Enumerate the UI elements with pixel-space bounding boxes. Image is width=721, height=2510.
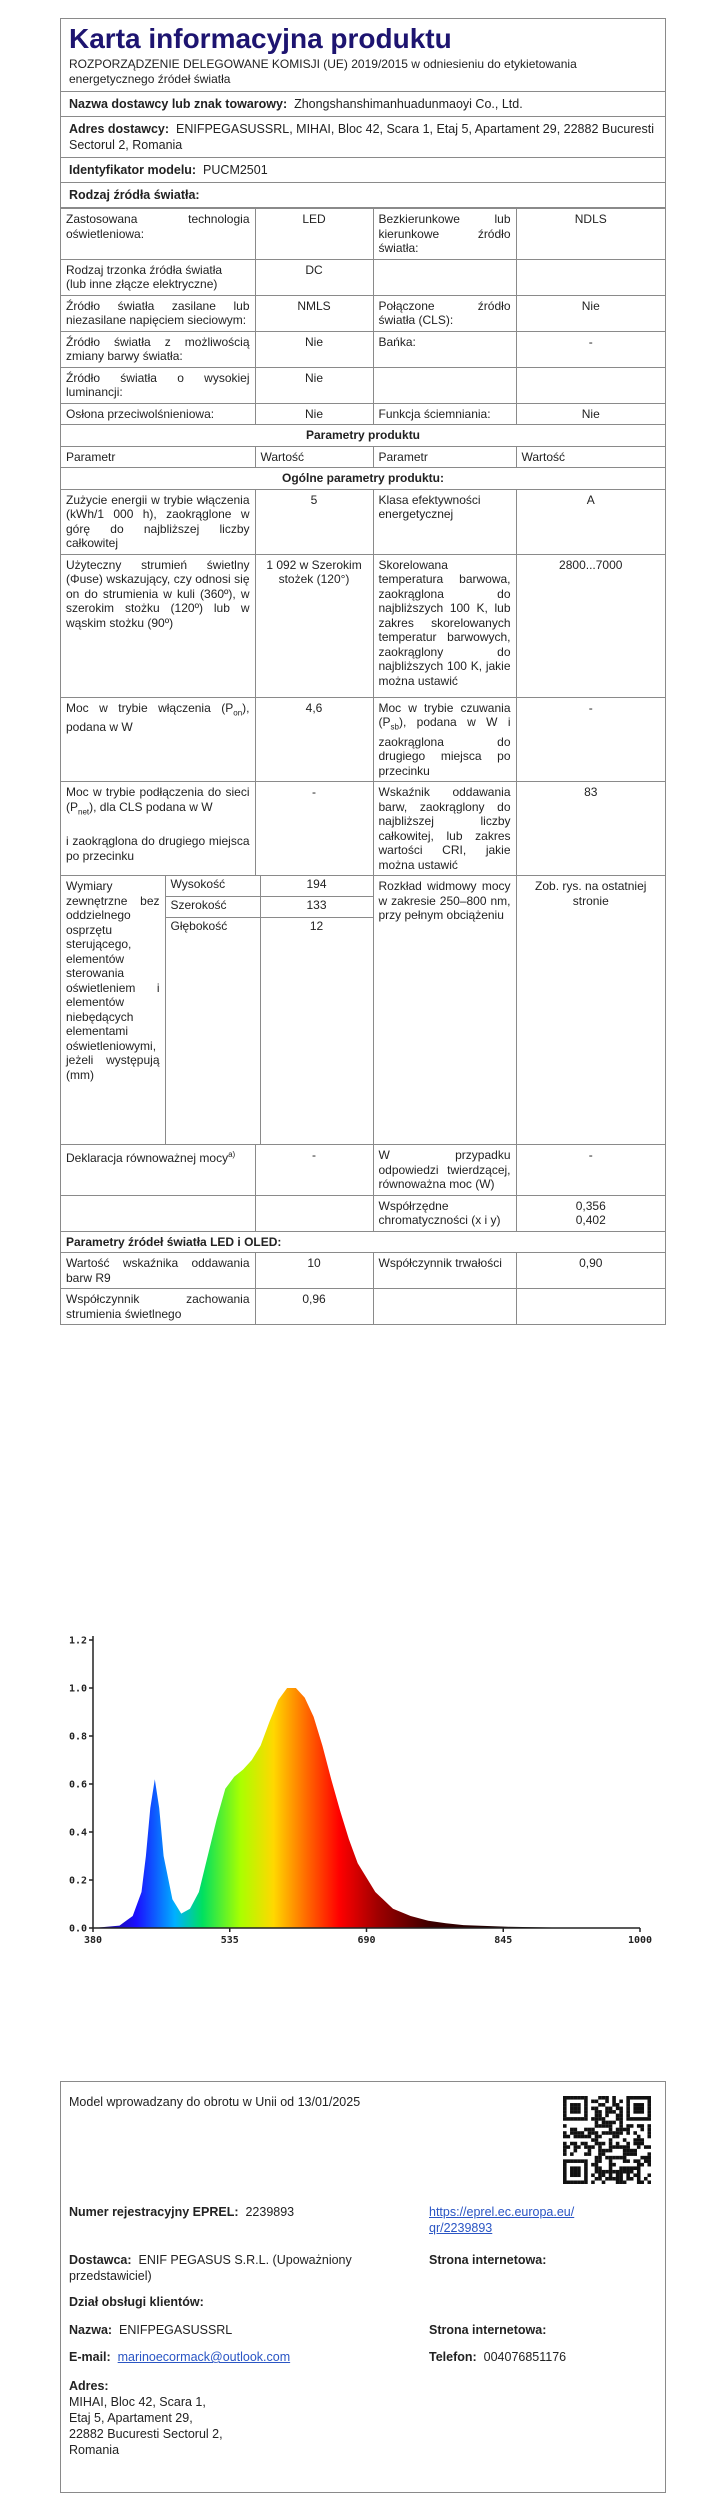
y-tick-label: 0.6 bbox=[68, 1779, 87, 1791]
address-line: MIHAI, Bloc 42, Scara 1, bbox=[69, 2395, 206, 2409]
table-row bbox=[61, 489, 665, 554]
address-value: ENIFPEGASUSSRL, MIHAI, Bloc 42, Scara 1, Etaj 5, Apartament 29, 22882 Bucuresti Sectorul 2, Romania bbox=[69, 122, 654, 152]
dimensions-cell bbox=[61, 876, 373, 1145]
table-row bbox=[61, 403, 665, 425]
standby-power-value: - bbox=[516, 697, 665, 782]
cap-label bbox=[61, 259, 255, 295]
technology-label: Zastosowana technologia oświetleniowa: bbox=[61, 209, 255, 260]
x-tick-label: 535 bbox=[220, 1935, 239, 1946]
standby-power-label: Moc w trybie czuwania $(P_{sb})$, podana w W i zaokrąglona do drugiego miejsca po przecinku bbox=[373, 697, 516, 782]
parameters-table bbox=[61, 208, 665, 1324]
r9-label: Wartość wskaźnika oddawania barw R9 bbox=[61, 1253, 255, 1289]
table-row bbox=[61, 1253, 665, 1289]
energy-value: 5 bbox=[255, 489, 373, 554]
source-type-heading bbox=[61, 183, 665, 208]
address-line: Romania bbox=[69, 2443, 120, 2457]
table-row bbox=[61, 1145, 665, 1196]
customer-phone: Telefon: 004076851176 bbox=[429, 2350, 567, 2364]
y-tick-label: 0.2 bbox=[68, 1875, 87, 1887]
supplier-row bbox=[61, 92, 665, 117]
chromaticity-y: 0,402 bbox=[575, 1213, 606, 1228]
envelope-value: - bbox=[516, 331, 665, 367]
column-header-parameter: Parametr bbox=[373, 446, 516, 468]
connected-label: Połączone źródło światła (CLS): bbox=[373, 295, 516, 331]
table-row bbox=[61, 1289, 665, 1325]
y-tick-label: 0.4 bbox=[68, 1827, 87, 1839]
envelope-label: Bańka: bbox=[373, 331, 516, 367]
footer-supplier: Dostawca: ENIF PEGASUS S.R.L. (Upoważniony przedstawiciel) bbox=[69, 2253, 352, 2283]
table-row bbox=[61, 468, 665, 490]
table-header-row bbox=[61, 446, 665, 468]
spectrum-area bbox=[93, 1688, 640, 1928]
lumen-maintenance-label: Współczynnik zachowania strumienia świetlnego bbox=[61, 1289, 255, 1325]
chromaticity-x: 0,356 bbox=[575, 1198, 606, 1213]
cct-label: Skorelowana temperatura barwowa, zaokrąglona do najbliższych 100 K, lub zakres skorelowanych temperatur barwowych, zaokrąglony do najbliższych 100 K, jakie można ustawić bbox=[373, 554, 516, 697]
market-date-text: Model wprowadzany do obrotu w Unii od 13/01/2025 bbox=[69, 2095, 361, 2109]
table-row bbox=[61, 1195, 665, 1231]
equivalent-power-value: - bbox=[516, 1145, 665, 1196]
network-power-value: - bbox=[255, 782, 373, 876]
mains-value: NMLS bbox=[255, 295, 373, 331]
mains-label: Źródło światła zasilane lub niezasilane napięciem sieciowym: bbox=[61, 295, 255, 331]
spectral-distribution-label: Rozkład widmowy mocy w zakresie 250–800 nm, przy pełnym obciążeniu bbox=[373, 876, 516, 1145]
table-row bbox=[61, 876, 665, 1145]
model-value: PUCM2501 bbox=[203, 163, 268, 177]
on-mode-power-label: Moc w trybie włączenia $(P_{on})$, podana w W bbox=[61, 697, 255, 782]
directional-value: NDLS bbox=[516, 209, 665, 260]
tunable-label: Źródło światła z możliwością zmiany barwy światła: bbox=[61, 331, 255, 367]
lumen-maintenance-value: 0,96 bbox=[255, 1289, 373, 1325]
dimmable-value: Nie bbox=[516, 403, 665, 425]
eprel-number: Numer rejestracyjny EPREL: 2239893 bbox=[69, 2205, 295, 2219]
cap-note: (lub inne złącze elektryczne) bbox=[66, 277, 218, 291]
chromaticity-value bbox=[516, 1195, 665, 1231]
x-tick-label: 380 bbox=[83, 1935, 103, 1946]
directional-label: Bezkierunkowe lub kierunkowe źródło światła: bbox=[373, 209, 516, 260]
table-row bbox=[61, 425, 665, 447]
customer-email: E-mail: marinoecormack@outlook.com bbox=[69, 2350, 291, 2364]
eprel-link[interactable]: https://eprel.ec.europa.eu/qr/2239893 bbox=[429, 2205, 575, 2235]
spectrum-chart-svg bbox=[60, 1628, 670, 1968]
table-row bbox=[61, 209, 665, 260]
table-row bbox=[61, 295, 665, 331]
height-label: Wysokość bbox=[165, 876, 260, 896]
survival-factor-label: Współczynnik trwałości bbox=[373, 1253, 516, 1289]
table-row bbox=[61, 782, 665, 876]
glare-label: Osłona przeciwolśnieniowa: bbox=[61, 403, 255, 425]
cri-label: Wskaźnik oddawania barw, zaokrąglony do najbliższej liczby całkowitej, lub zakres wartości CRI, jakie można ustawić bbox=[373, 782, 516, 876]
x-tick-label: 845 bbox=[494, 1935, 513, 1946]
led-parameters-heading: Parametry źródeł światła LED i OLED: bbox=[61, 1231, 665, 1253]
spectral-distribution-value: Zob. rys. na ostatniej stronie bbox=[516, 876, 665, 1145]
table-row bbox=[61, 259, 665, 295]
email-link[interactable]: marinoecormack@outlook.com bbox=[117, 2350, 291, 2364]
product-parameters-heading: Parametry produktu bbox=[61, 425, 665, 447]
connected-value: Nie bbox=[516, 295, 665, 331]
tunable-value: Nie bbox=[255, 331, 373, 367]
cct-value: 2800...7000 bbox=[516, 554, 665, 697]
footer-website-label: Strona internetowa: bbox=[429, 2253, 547, 2267]
network-power-label: Moc w trybie podłączenia do sieci $(P_{net})$, dla CLS podana w W i zaokrąglona do drugiego miejsca po przecinku bbox=[61, 782, 255, 876]
page-title: Karta informacyjna produktu bbox=[69, 23, 452, 54]
energy-label: Zużycie energii w trybie włączenia (kWh/1 000 h), zaokrąglone w górę do najbliższej liczby całkowitej bbox=[61, 489, 255, 554]
equivalent-power-declaration-label: Deklaracja równoważnej mocy$^{a)}$ bbox=[61, 1145, 255, 1196]
y-tick-label: 1.2 bbox=[68, 1635, 87, 1647]
cap-value: DC bbox=[255, 259, 373, 295]
high-luminance-label: Źródło światła o wysokiej luminancji: bbox=[61, 367, 255, 403]
flux-label: Użyteczny strumień świetlny (Φuse) wskazujący, czy odnosi się on do strumienia w kuli (360º), w szerokim stożku (120º) lub w wąskim stożku (90º) bbox=[61, 554, 255, 697]
model-row bbox=[61, 158, 665, 183]
column-header-value: Wartość bbox=[516, 446, 665, 468]
depth-value: 12 bbox=[309, 919, 324, 934]
address-row bbox=[61, 117, 665, 158]
dimmable-label: Funkcja ściemniania: bbox=[373, 403, 516, 425]
dimensions-label: Wymiary zewnętrzne bez oddzielnego osprzętu sterującego, elementów sterowania oświetleniem i elementów niebędących elementami oświetleniowymi, jeżeli występują (mm) bbox=[61, 876, 165, 1144]
table-row bbox=[61, 331, 665, 367]
width-value: 133 bbox=[260, 897, 373, 918]
high-luminance-value: Nie bbox=[255, 367, 373, 403]
eprel-footer bbox=[60, 2081, 666, 2493]
r9-value: 10 bbox=[255, 1253, 373, 1289]
x-tick-label: 690 bbox=[357, 1935, 376, 1946]
cri-value: 83 bbox=[516, 782, 665, 876]
product-information-sheet bbox=[60, 18, 666, 1325]
customer-service-heading: Dział obsługi klientów: bbox=[69, 2295, 204, 2309]
depth-label: Głębokość bbox=[165, 918, 260, 938]
table-row bbox=[61, 1231, 665, 1253]
model-label: Identyfikator modelu: bbox=[69, 163, 197, 177]
spectrum-chart bbox=[60, 1628, 670, 1968]
address-line: Etaj 5, Apartament 29, bbox=[69, 2411, 193, 2425]
y-tick-label: 0.0 bbox=[68, 1923, 87, 1935]
on-mode-power-value: 4,6 bbox=[255, 697, 373, 782]
dimensions-table bbox=[61, 876, 373, 1144]
qr-code-icon[interactable] bbox=[563, 2096, 651, 2184]
customer-name: Nazwa: ENIFPEGASUSSRL bbox=[69, 2323, 233, 2337]
customer-website-label: Strona internetowa: bbox=[429, 2323, 547, 2337]
supplier-value: Zhongshanshimanhuadunmaoyi Co., Ltd. bbox=[294, 97, 523, 111]
spectrum-area-layer bbox=[93, 1688, 640, 1928]
table-row bbox=[61, 554, 665, 697]
technology-value: LED bbox=[255, 209, 373, 260]
y-tick-label: 1.0 bbox=[68, 1683, 87, 1695]
table-row bbox=[61, 367, 665, 403]
supplier-label: Nazwa dostawcy lub znak towarowy: bbox=[69, 97, 288, 111]
equivalent-power-label: W przypadku odpowiedzi twierdzącej, równoważna moc (W) bbox=[373, 1145, 516, 1196]
customer-address: Adres: MIHAI, Bloc 42, Scara 1, Etaj 5, Apartament 29, 22882 Bucuresti Sectorul 2, Romania bbox=[69, 2379, 223, 2457]
cap-label-text: Rodzaj trzonka źródła światła bbox=[66, 262, 223, 277]
energy-class-label: Klasa efektywności energetycznej bbox=[373, 489, 516, 554]
column-header-parameter: Parametr bbox=[61, 446, 255, 468]
flux-value: 1 092 w Szerokim stożek (120°) bbox=[255, 554, 373, 697]
survival-factor-value: 0,90 bbox=[516, 1253, 665, 1289]
y-tick-label: 0.8 bbox=[68, 1731, 87, 1743]
table-row bbox=[61, 697, 665, 782]
address-line: 22882 Bucuresti Sectorul 2, bbox=[69, 2427, 223, 2441]
general-parameters-heading: Ogólne parametry produktu: bbox=[61, 468, 665, 490]
column-header-value: Wartość bbox=[255, 446, 373, 468]
regulation-text: ROZPORZĄDZENIE DELEGOWANE KOMISJI (UE) 2019/2015 w odniesieniu do etykietowania energetycznego źródeł światła bbox=[61, 57, 665, 92]
source-type-heading-label: Rodzaj źródła światła: bbox=[69, 188, 200, 202]
energy-class-value: A bbox=[516, 489, 665, 554]
height-value: 194 bbox=[260, 876, 373, 896]
width-label: Szerokość bbox=[165, 897, 260, 918]
equivalent-power-declaration-value: - bbox=[255, 1145, 373, 1196]
chromaticity-label: Współrzędne chromatyczności (x i y) bbox=[373, 1195, 516, 1231]
x-tick-label: 1000 bbox=[627, 1935, 653, 1946]
glare-value: Nie bbox=[255, 403, 373, 425]
address-label: Adres dostawcy: bbox=[69, 122, 170, 136]
